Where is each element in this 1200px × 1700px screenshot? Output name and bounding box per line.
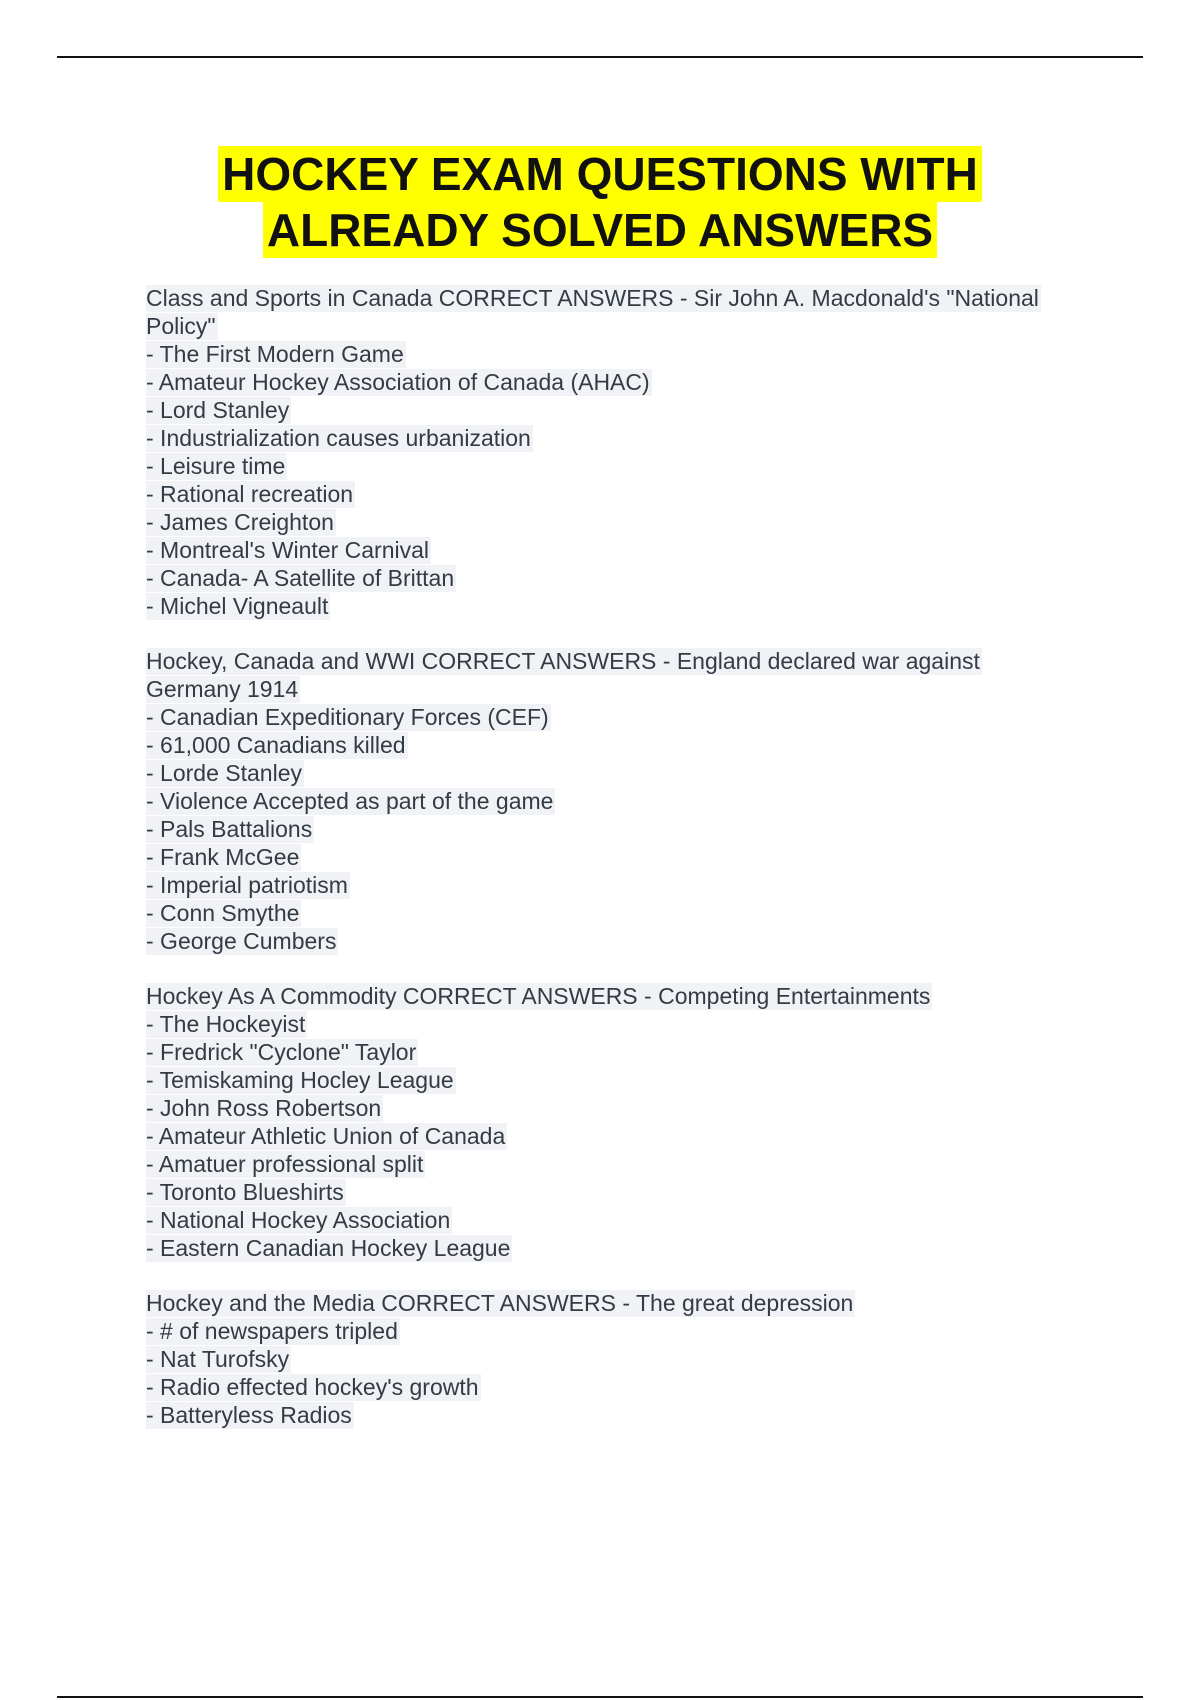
list-item: - Frank McGee: [146, 844, 300, 870]
section-heading: Class and Sports in Canada CORRECT ANSWERS - Sir John A. Macdonald's "National: [146, 285, 1039, 311]
list-item: - Nat Turofsky: [146, 1346, 290, 1372]
section-heading: Hockey, Canada and WWI CORRECT ANSWERS - England declared war against: [146, 648, 980, 674]
list-item: - Montreal's Winter Carnival: [146, 537, 430, 563]
list-item: - National Hockey Association: [146, 1207, 451, 1233]
list-item: - # of newspapers tripled: [146, 1318, 398, 1344]
section-heading: Hockey As A Commodity CORRECT ANSWERS - Competing Entertainments: [146, 983, 931, 1009]
section-hockey-canada-wwi: [146, 647, 1106, 955]
list-item: - Amateur Hockey Association of Canada (AHAC): [146, 369, 650, 395]
list-item: - Eastern Canadian Hockey League: [146, 1235, 511, 1261]
list-item: - Canadian Expeditionary Forces (CEF): [146, 704, 549, 730]
list-item: - George Cumbers: [146, 928, 337, 954]
list-item: - Fredrick "Cyclone" Taylor: [146, 1039, 417, 1065]
title-line-2: ALREADY SOLVED ANSWERS: [263, 202, 937, 258]
section-heading: Hockey and the Media CORRECT ANSWERS - The great depression: [146, 1290, 854, 1316]
list-item: - Toronto Blueshirts: [146, 1179, 344, 1205]
list-item: - 61,000 Canadians killed: [146, 732, 406, 758]
list-item: - Lorde Stanley: [146, 760, 302, 786]
list-item: - James Creighton: [146, 509, 334, 535]
document-body: [146, 284, 1106, 1456]
list-item: - Amateur Athletic Union of Canada: [146, 1123, 506, 1149]
list-item: - Amatuer professional split: [146, 1151, 424, 1177]
title-line-1: HOCKEY EXAM QUESTIONS WITH: [218, 146, 982, 202]
list-item: - Rational recreation: [146, 481, 354, 507]
list-item: - Leisure time: [146, 453, 286, 479]
list-item: - Michel Vigneault: [146, 593, 329, 619]
list-item: - Industrialization causes urbanization: [146, 425, 531, 451]
list-item: - Pals Battalions: [146, 816, 313, 842]
section-heading-cont: Policy": [146, 313, 216, 339]
top-rule: [57, 56, 1143, 58]
section-hockey-as-commodity: [146, 982, 1106, 1262]
list-item: - Lord Stanley: [146, 397, 290, 423]
list-item: - The First Modern Game: [146, 341, 404, 367]
section-hockey-and-media: [146, 1289, 1106, 1429]
bottom-rule: [57, 1696, 1143, 1698]
section-class-and-sports: [146, 284, 1106, 620]
list-item: - Conn Smythe: [146, 900, 300, 926]
list-item: - John Ross Robertson: [146, 1095, 382, 1121]
page-title: [0, 146, 1200, 258]
list-item: - The Hockeyist: [146, 1011, 306, 1037]
list-item: - Imperial patriotism: [146, 872, 348, 898]
list-item: - Radio effected hockey's growth: [146, 1374, 479, 1400]
list-item: - Canada- A Satellite of Brittan: [146, 565, 455, 591]
section-heading-cont: Germany 1914: [146, 676, 299, 702]
list-item: - Violence Accepted as part of the game: [146, 788, 554, 814]
list-item: - Batteryless Radios: [146, 1402, 352, 1428]
list-item: - Temiskaming Hocley League: [146, 1067, 454, 1093]
